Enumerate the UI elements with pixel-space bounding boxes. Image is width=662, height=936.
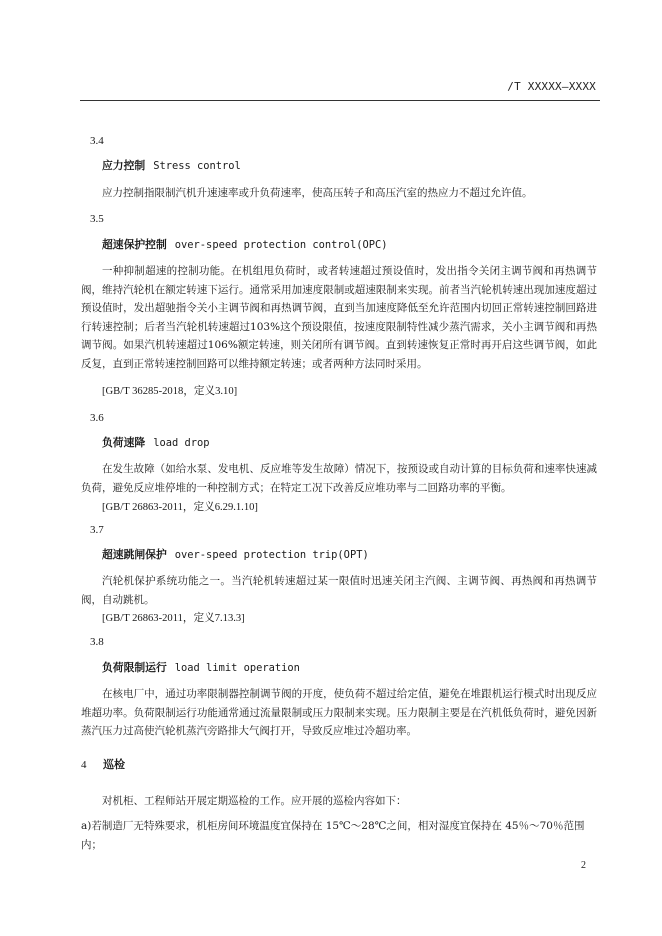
term-en: Stress control xyxy=(153,160,241,172)
section-number: 3.7 xyxy=(90,524,104,536)
chapter-number: 4 xyxy=(81,759,87,771)
section-definition: 一种抑制超速的控制功能。在机组甩负荷时，或者转速超过预设值时，发出指令关闭主调节阀和再热调节阀，维持汽轮机在额定转速下运行。通常采用加速度限制或超速限制来实现。前者当汽轮机转速出现加速度超过预设值时，发出超驰指令关小主调节阀和再热调节阀，直到当加速度降低至允许范围内切回正常转速控制回路进行转速控制；后者当汽轮机转速超过103%这个预设限值，按速度限制特性减少蒸汽需求，关小主调节阀和再热调节阀。如果汽机转速超过106%额定转速，则关闭所有调节阀。直到转速恢复正常时再开启这些调节阀，如此反复，直到正常转速控制回路可以维持额定转速；或者两种方法同时采用。 xyxy=(81,265,597,370)
chapter-intro: 对机柜、工程师站开展定期巡检的工作。应开展的巡检内容如下： xyxy=(102,795,407,807)
term-en: over-speed protection control(OPC) xyxy=(174,239,388,251)
section-definition: 应力控制指限制汽机升速速率或升负荷速率，使高压转子和高压汽室的热应力不超过允许值。 xyxy=(102,187,533,199)
section-source: [GB/T 26863-2011，定义6.29.1.10] xyxy=(102,502,258,513)
chapter-heading xyxy=(81,756,125,774)
section-term xyxy=(102,434,210,452)
section-source: [GB/T 26863-2011，定义7.13.3] xyxy=(102,613,245,624)
section-source: [GB/T 36285-2018，定义3.10] xyxy=(102,386,238,397)
page-header-code: /T XXXXX—XXXX xyxy=(507,80,596,93)
section-number: 3.6 xyxy=(90,412,104,424)
section-term xyxy=(102,546,369,564)
section-term xyxy=(102,157,241,175)
section-term xyxy=(102,236,387,254)
term-cn: 超速跳闸保护 xyxy=(102,548,167,561)
term-cn: 超速保护控制 xyxy=(102,238,167,251)
section-number: 3.4 xyxy=(90,135,104,147)
term-en: over-speed protection trip(OPT) xyxy=(174,549,369,561)
section-number: 3.5 xyxy=(90,213,104,225)
page-number: 2 xyxy=(581,860,586,871)
section-definition: 汽轮机保护系统功能之一。当汽轮机转速超过某一限值时迅速关闭主汽阀、主调节阀、再热阀和再热调节阀，自动跳机。 xyxy=(81,575,597,606)
term-cn: 负荷速降 xyxy=(102,436,146,449)
term-en: load drop xyxy=(153,437,210,449)
header-rule xyxy=(80,100,600,101)
chapter-title: 巡检 xyxy=(103,758,125,771)
term-cn: 应力控制 xyxy=(102,159,146,172)
list-item: a)若制造厂无特殊要求，机柜房间环境温度宜保持在 15℃～28℃之间，相对湿度宜保持在 45％～70％范围内； xyxy=(81,820,585,851)
term-en: load limit operation xyxy=(174,662,300,674)
section-definition: 在发生故障（如给水泵、发电机、反应堆等发生故障）情况下，按预设或自动计算的目标负荷和速率快速减负荷，避免反应堆停堆的一种控制方式；在特定工况下改善反应堆功率与二回路功率的平衡。 xyxy=(81,463,597,494)
section-term xyxy=(102,659,300,677)
section-definition: 在核电厂中，通过功率限制器控制调节阀的开度，使负荷不超过给定值，避免在堆跟机运行模式时出现反应堆超功率。负荷限制运行功能通常通过流量限制或压力限制来实现。压力限制主要是在汽机低负荷时，避免因新蒸汽压力过高使汽轮机蒸汽旁路排大气阀打开，导致反应堆过冷超功率。 xyxy=(81,688,597,737)
section-number: 3.8 xyxy=(90,636,104,648)
term-cn: 负荷限制运行 xyxy=(102,661,167,674)
